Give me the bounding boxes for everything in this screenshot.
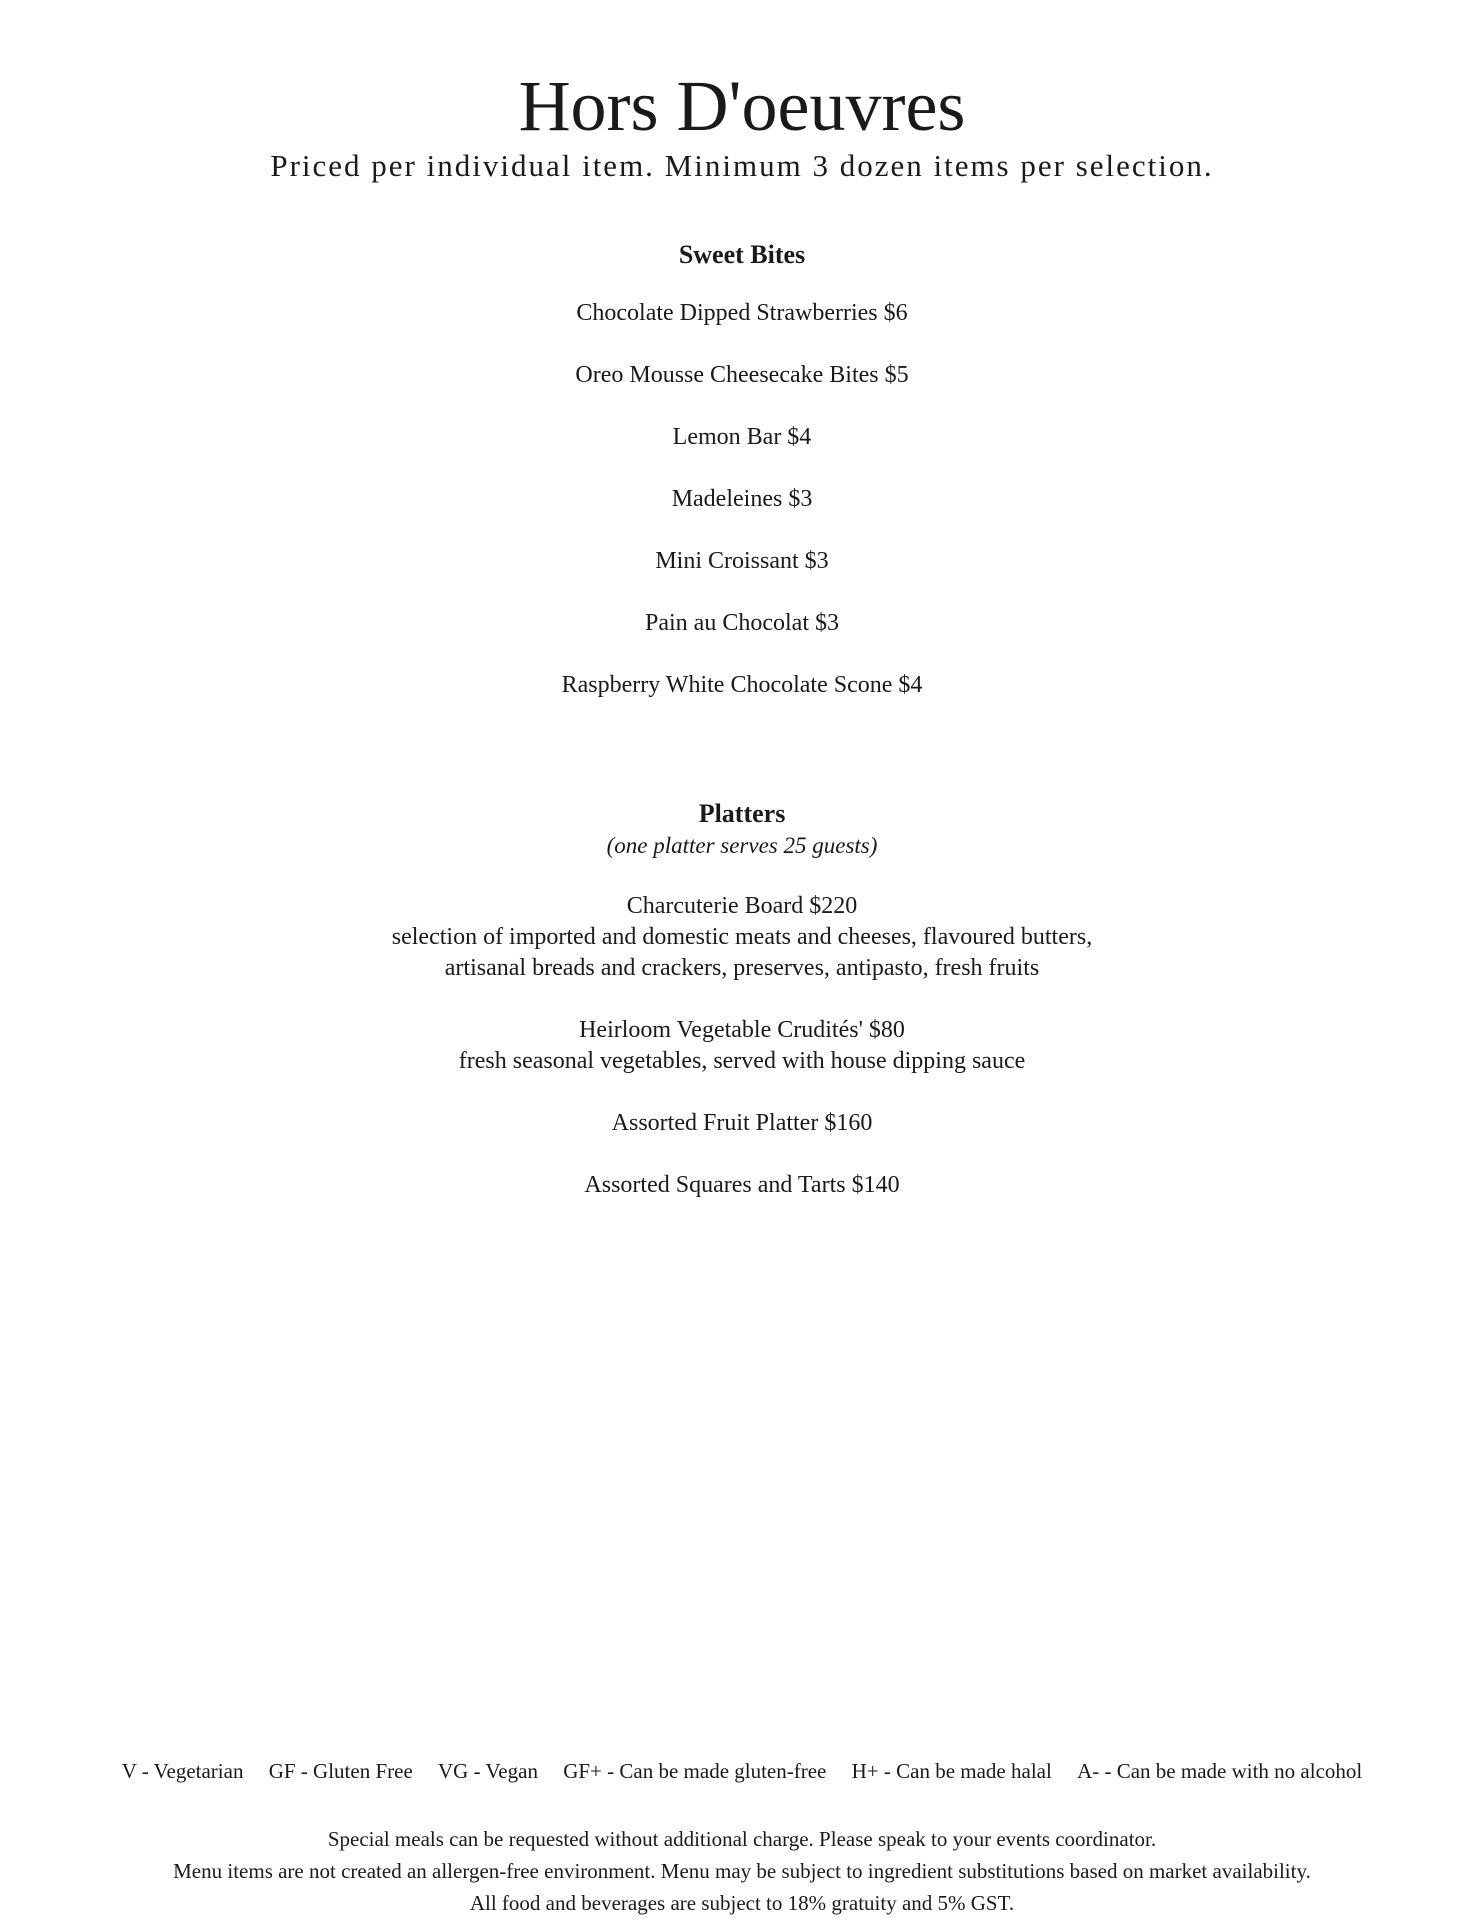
platter-item bbox=[0, 1170, 1484, 1201]
platter-description: artisanal breads and crackers, preserves, antipasto, fresh fruits bbox=[444, 955, 1040, 981]
platters-note: (one platter serves 25 guests) bbox=[606, 833, 878, 858]
platter-item bbox=[0, 1015, 1484, 1077]
menu-item: Raspberry White Chocolate Scone $4 bbox=[561, 672, 923, 698]
platter-description: fresh seasonal vegetables, served with house dipping sauce bbox=[458, 1048, 1026, 1074]
sweet-bites-heading: Sweet Bites bbox=[678, 240, 806, 269]
footer-notes bbox=[0, 1823, 1484, 1919]
platters-list bbox=[0, 891, 1484, 1201]
platters-heading: Platters bbox=[698, 799, 786, 828]
menu-item: Oreo Mousse Cheesecake Bites $5 bbox=[575, 362, 909, 388]
platter-item bbox=[0, 1108, 1484, 1139]
platter-name: Assorted Squares and Tarts $140 bbox=[584, 1172, 900, 1198]
legend-item: H+ - Can be made halal bbox=[851, 1759, 1052, 1783]
legend-item: GF+ - Can be made gluten-free bbox=[563, 1759, 827, 1783]
legend-item: VG - Vegan bbox=[438, 1759, 538, 1783]
footer-line: Special meals can be requested without additional charge. Please speak to your events coordinator. bbox=[327, 1827, 1157, 1851]
menu-item: Madeleines $3 bbox=[671, 486, 813, 512]
platter-name: Heirloom Vegetable Crudités' $80 bbox=[579, 1017, 905, 1043]
menu-item: Pain au Chocolat $3 bbox=[645, 610, 839, 636]
sweet-bites-section bbox=[0, 238, 1484, 732]
platter-description: selection of imported and domestic meats and cheeses, flavoured butters, bbox=[391, 924, 1093, 950]
menu-item: Chocolate Dipped Strawberries $6 bbox=[576, 300, 908, 326]
menu-item: Lemon Bar $4 bbox=[672, 424, 812, 450]
platters-section bbox=[0, 797, 1484, 1232]
page-subtitle: Priced per individual item. Minimum 3 dozen items per selection. bbox=[270, 148, 1214, 183]
footer-line: Menu items are not created an allergen-free environment. Menu may be subject to ingredient substitutions based on market availability. bbox=[173, 1859, 1311, 1883]
legend-item: V - Vegetarian bbox=[121, 1759, 244, 1783]
sweet-bites-list bbox=[0, 298, 1484, 732]
platter-name: Assorted Fruit Platter $160 bbox=[611, 1110, 873, 1136]
legend-item: A- - Can be made with no alcohol bbox=[1077, 1759, 1363, 1783]
platter-name: Charcuterie Board $220 bbox=[626, 893, 858, 919]
footer-line: All food and beverages are subject to 18% gratuity and 5% GST. bbox=[469, 1891, 1015, 1915]
platter-item bbox=[0, 891, 1484, 984]
page-title: Hors D'oeuvres bbox=[518, 66, 966, 146]
menu-item: Mini Croissant $3 bbox=[655, 548, 829, 574]
legend-item: GF - Gluten Free bbox=[268, 1759, 413, 1783]
dietary-legend bbox=[0, 1756, 1484, 1786]
